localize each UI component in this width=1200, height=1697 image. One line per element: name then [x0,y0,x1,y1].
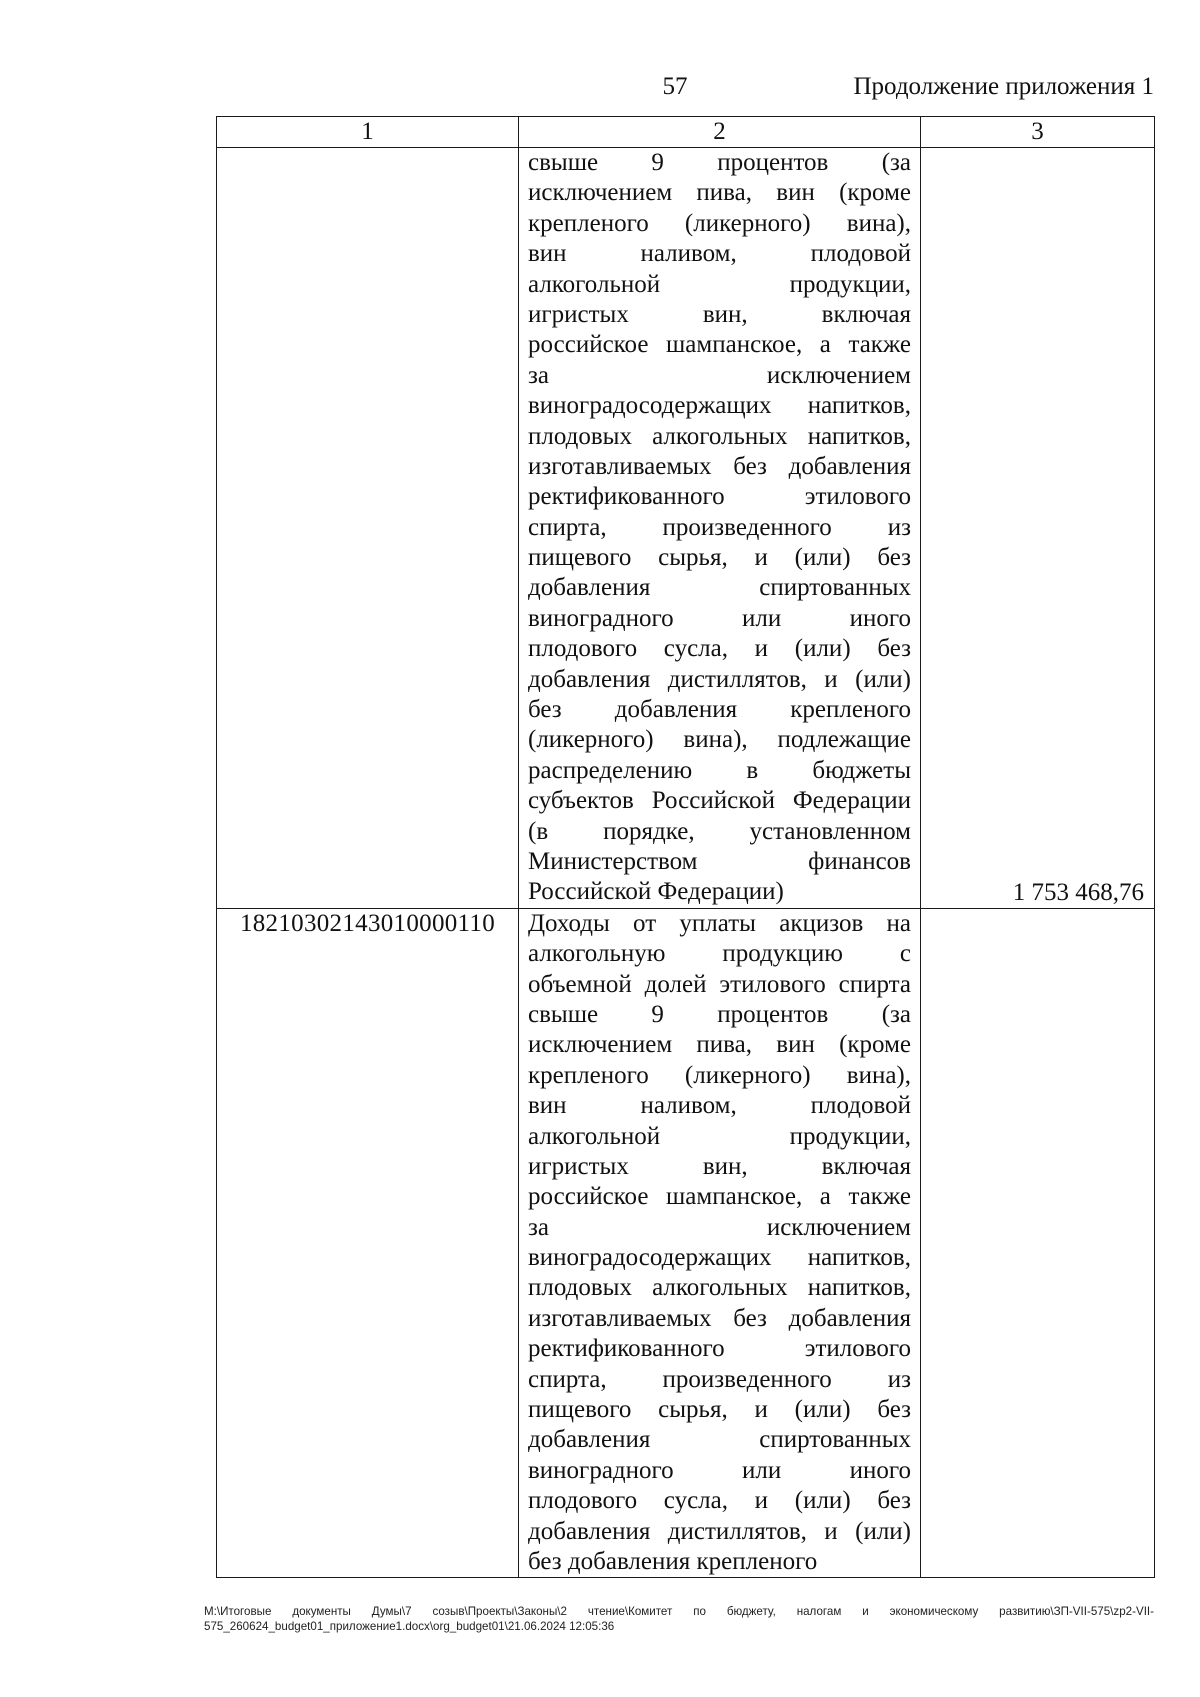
description-line: исключением пива, вин (кроме [528,1031,911,1059]
description-line: субъектов Российской Федерации [528,787,911,815]
appendix-continuation-label: Продолжение приложения 1 [853,73,1154,100]
table-body [217,148,1155,1578]
description-line: виноградного или иного [528,604,911,632]
description-line: алкогольной продукции, [528,270,911,298]
file-path-line-2: 575_260624_budget01_приложение1.docx\org_budget01\21.06.2024 12:05:36 [204,1620,615,1633]
description-cell [519,148,921,909]
description-line: пищевого сырья, и (или) без [528,1396,911,1424]
column-header-1: 1 [217,117,519,148]
description-line: ректификованного этилового [528,483,911,511]
description-line: добавления дистиллятов, и (или) [528,1517,911,1545]
amount-cell: 1 753 468,76 [921,148,1155,909]
description-line: плодовых алкогольных напитков, [528,422,911,450]
description-line: Доходы от уплаты акцизов на [528,909,911,937]
description-line: игристых вин, включая [528,300,911,328]
description-line: спирта, произведенного из [528,1365,911,1393]
description-line: российское шампанское, а также [528,331,911,359]
budget-code-cell: 18210302143010000110 [217,908,519,1578]
description-line: добавления дистиллятов, и (или) [528,665,911,693]
description-line: распределению в бюджеты [528,756,911,784]
description-line: без добавления крепленого [528,696,911,724]
description-line: крепленого (ликерного) вина), [528,1061,911,1089]
description-line: Российской Федерации) [528,878,784,906]
description-line: спирта, произведенного из [528,513,911,541]
description-cell [519,908,921,1578]
description-line: виноградосодержащих напитков, [528,1244,911,1272]
description-line: добавления спиртованных [528,1426,911,1454]
description-line: плодовых алкогольных напитков, [528,1274,911,1302]
column-header-2: 2 [519,117,921,148]
description-line: пищевого сырья, и (или) без [528,544,911,572]
description-line: виноградного или иного [528,1456,911,1484]
table-header-row [217,117,1155,148]
description-line: (ликерного) вина), подлежащие [528,726,911,754]
file-path-line-1: М:\Итоговые документы Думы\7 созыв\Проекты\Законы\2 чтение\Комитет по бюджету, налогам и экономическому развитию\ЗП-VII-575\zp2-VII- [204,1605,1154,1618]
description-line: исключением пива, вин (кроме [528,179,911,207]
description-line: ректификованного этилового [528,1335,911,1363]
column-header-3: 3 [921,117,1155,148]
description-line: игристых вин, включая [528,1152,911,1180]
description-line: Министерством финансов [528,847,911,875]
budget-code-cell [217,148,519,909]
description-line: вин наливом, плодовой [528,240,911,268]
description-line: вин наливом, плодовой [528,1092,911,1120]
description-line: изготавливаемых без добавления [528,452,911,480]
amount-cell [921,908,1155,1578]
description-line: российское шампанское, а также [528,1183,911,1211]
description-line: без добавления крепленого [528,1547,818,1575]
description-line: объемной долей этилового спирта [528,970,911,998]
description-line: добавления спиртованных [528,574,911,602]
description-line: виноградосодержащих напитков, [528,392,911,420]
table-header [217,117,1155,148]
description-line: алкогольной продукции, [528,1122,911,1150]
table-row [217,908,1155,1578]
file-path-footer [204,1604,1154,1634]
description-line: алкогольную продукцию с [528,940,911,968]
description-line: свыше 9 процентов (за [528,149,911,176]
description-line: плодового сусла, и (или) без [528,635,911,663]
description-line: (в порядке, установленном [528,817,911,845]
budget-table [216,116,1155,1578]
description-line: плодового сусла, и (или) без [528,1487,911,1515]
description-line: за исключением [528,1213,911,1241]
table-row [217,148,1155,909]
description-line: свыше 9 процентов (за [528,1000,911,1028]
description-line: за исключением [528,361,911,389]
description-line: крепленого (ликерного) вина), [528,209,911,237]
description-line: изготавливаемых без добавления [528,1304,911,1332]
page-number: 57 [662,73,688,100]
